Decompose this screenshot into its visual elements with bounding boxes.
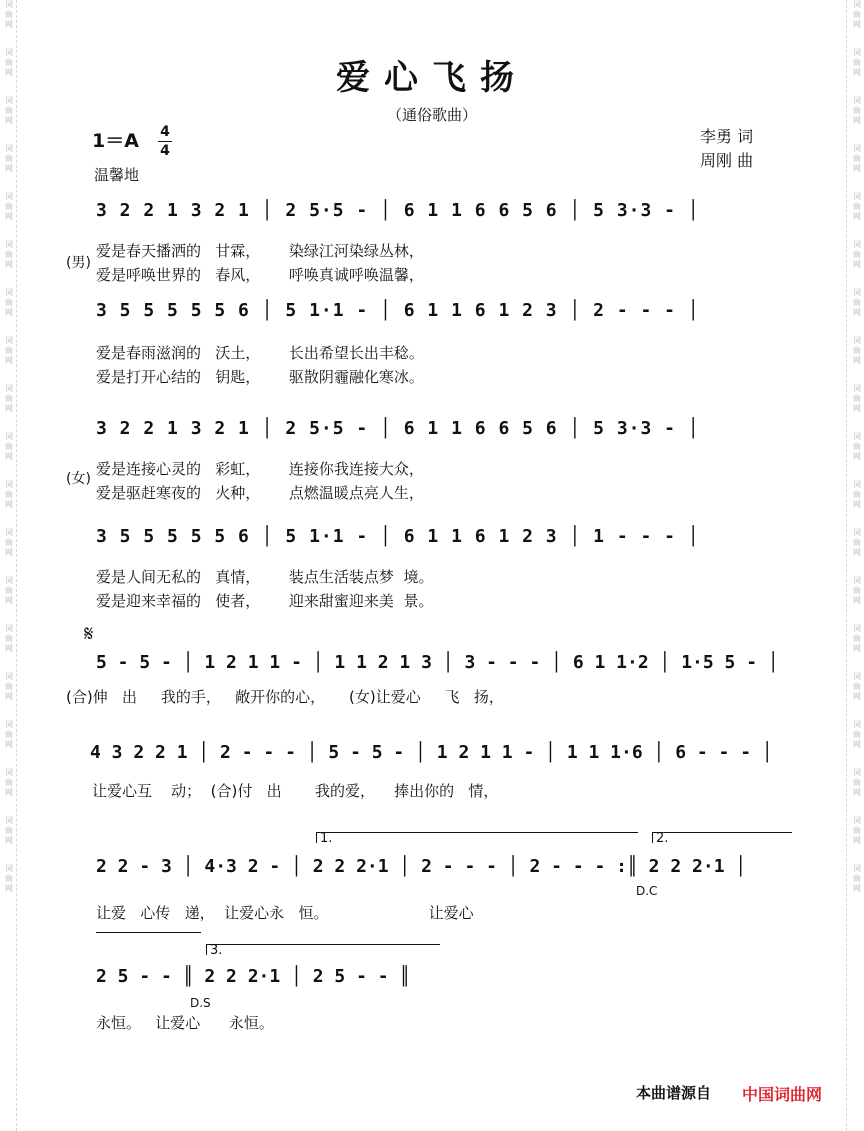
watermark-text: 词 曲 网 [5,672,13,701]
lyric-row-1-verse-1: 爱是春天播洒的 甘霖， 染绿江河染绿丛林， [96,242,424,260]
dc-mark: D.C [636,884,658,898]
watermark-text: 词 曲 网 [853,480,861,509]
lyric-row-4-verse-2: 爱是迎来幸福的 使者， 迎来甜蜜迎来美 景。 [96,592,434,610]
watermark-text: 词 曲 网 [853,864,861,893]
lyric-row-3-verse-2: 爱是驱赶寒夜的 火种， 点燃温暖点亮人生， [96,484,424,502]
right-watermark [850,0,864,1131]
watermark-text: 词 曲 网 [853,48,861,77]
watermark-text: 词 曲 网 [5,480,13,509]
volta-2: 2. [652,832,792,843]
watermark-text: 词 曲 网 [5,288,13,317]
song-subtitle: （通俗歌曲） [386,106,477,124]
watermark-text: 词 曲 网 [5,240,13,269]
watermark-text: 词 曲 网 [5,768,13,797]
watermark-text: 词 曲 网 [853,336,861,365]
watermark-text: 词 曲 网 [5,0,13,29]
source-site-link[interactable]: 中国词曲网 [742,1085,823,1104]
watermark-text: 词 曲 网 [5,432,13,461]
key-signature: 1＝A [92,130,139,152]
watermark-text: 词 曲 网 [853,672,861,701]
watermark-text: 词 曲 网 [853,240,861,269]
notation-row-3: 3 2 2 1 3 2 1 │ 2 5·5 - │ 6 1 1 6 6 5 6 │ 5 3·3 - │ [96,418,700,439]
repeat-line [96,932,201,943]
watermark-text: 词 曲 网 [853,576,861,605]
notation-row-4: 3 5 5 5 5 5 6 │ 5 1·1 - │ 6 1 1 6 1 2 3 │ 1 - - - │ [96,526,700,547]
notation-row-7: 2 2 - 3 │ 4·3 2 - │ 2 2 2·1 │ 2 - - - │ 2 - - - :║ 2 2 2·1 │ [96,856,747,877]
singer-tag-male: (男) [66,255,91,271]
lyric-row-4-verse-1: 爱是人间无私的 真情， 装点生活装点梦 境。 [96,568,434,586]
lyric-row-6: 让爱心互 动； (合)付 出 我的爱， 捧出你的 情， [92,782,499,800]
watermark-text: 词 曲 网 [853,528,861,557]
watermark-text: 词 曲 网 [5,192,13,221]
song-title: 爱心飞扬 [336,58,528,98]
watermark-text: 词 曲 网 [5,96,13,125]
watermark-text: 词 曲 网 [5,144,13,173]
lyricist-credit: 李勇 词 [700,127,754,146]
watermark-text: 词 曲 网 [853,432,861,461]
lyric-row-7: 让爱 心传 递， 让爱心永 恒。 让爱心 [96,904,474,922]
watermark-text: 词 曲 网 [5,48,13,77]
watermark-text: 词 曲 网 [853,144,861,173]
lyric-row-5: (合)伸 出 我的手， 敞开你的心， (女)让爱心 飞 扬， [66,688,504,706]
lyric-row-2-verse-2: 爱是打开心结的 钥匙， 驱散阴霾融化寒冰。 [96,368,424,386]
notation-row-1: 3 2 2 1 3 2 1 │ 2 5·5 - │ 6 1 1 6 6 5 6 │ 5 3·3 - │ [96,200,700,221]
source-label: 本曲谱源自 [636,1084,712,1102]
volta-1: 1. [316,832,638,843]
segno-sign: 𝄋 [84,622,94,647]
lyric-row-3-verse-1: 爱是连接心灵的 彩虹， 连接你我连接大众， [96,460,424,478]
lyric-row-8: 永恒。 让爱心 永恒。 [96,1014,274,1032]
watermark-text: 词 曲 网 [5,384,13,413]
watermark-text: 词 曲 网 [5,576,13,605]
ds-mark: D.S [190,996,211,1010]
watermark-text: 词 曲 网 [853,624,861,653]
notation-row-6: 4 3 2 2 1 │ 2 - - - │ 5 - 5 - │ 1 2 1 1 - │ 1 1 1·6 │ 6 - - - │ [90,742,773,763]
watermark-text: 词 曲 网 [853,768,861,797]
watermark-text: 词 曲 网 [853,96,861,125]
watermark-text: 词 曲 网 [853,816,861,845]
lyric-row-1-verse-2: 爱是呼唤世界的 春风， 呼唤真诚呼唤温馨， [96,266,424,284]
notation-row-2: 3 5 5 5 5 5 6 │ 5 1·1 - │ 6 1 1 6 1 2 3 │ 2 - - - │ [96,300,700,321]
watermark-text: 词 曲 网 [5,720,13,749]
tempo-marking: 温馨地 [94,166,140,184]
left-watermark [2,0,16,1131]
time-signature-bottom: 4 [160,143,170,159]
lyric-row-2-verse-1: 爱是春雨滋润的 沃土， 长出希望长出丰稔。 [96,344,424,362]
composer-credit: 周刚 曲 [700,151,754,170]
watermark-text: 词 曲 网 [5,336,13,365]
time-signature [158,124,172,159]
notation-row-5: 5 - 5 - │ 1 2 1 1 - │ 1 1 2 1 3 │ 3 - - - │ 6 1 1·2 │ 1·5 5 - │ [96,652,779,673]
watermark-text: 词 曲 网 [853,192,861,221]
watermark-text: 词 曲 网 [5,864,13,893]
watermark-text: 词 曲 网 [853,0,861,29]
singer-tag-female: (女) [66,471,91,487]
watermark-text: 词 曲 网 [853,720,861,749]
time-signature-top: 4 [160,124,170,140]
watermark-text: 词 曲 网 [853,288,861,317]
watermark-text: 词 曲 网 [5,624,13,653]
watermark-text: 词 曲 网 [5,816,13,845]
watermark-text: 词 曲 网 [5,528,13,557]
notation-row-8: 2 5 - - ║ 2 2 2·1 │ 2 5 - - ║ [96,966,411,987]
watermark-text: 词 曲 网 [853,384,861,413]
volta-3: 3. [206,944,440,955]
